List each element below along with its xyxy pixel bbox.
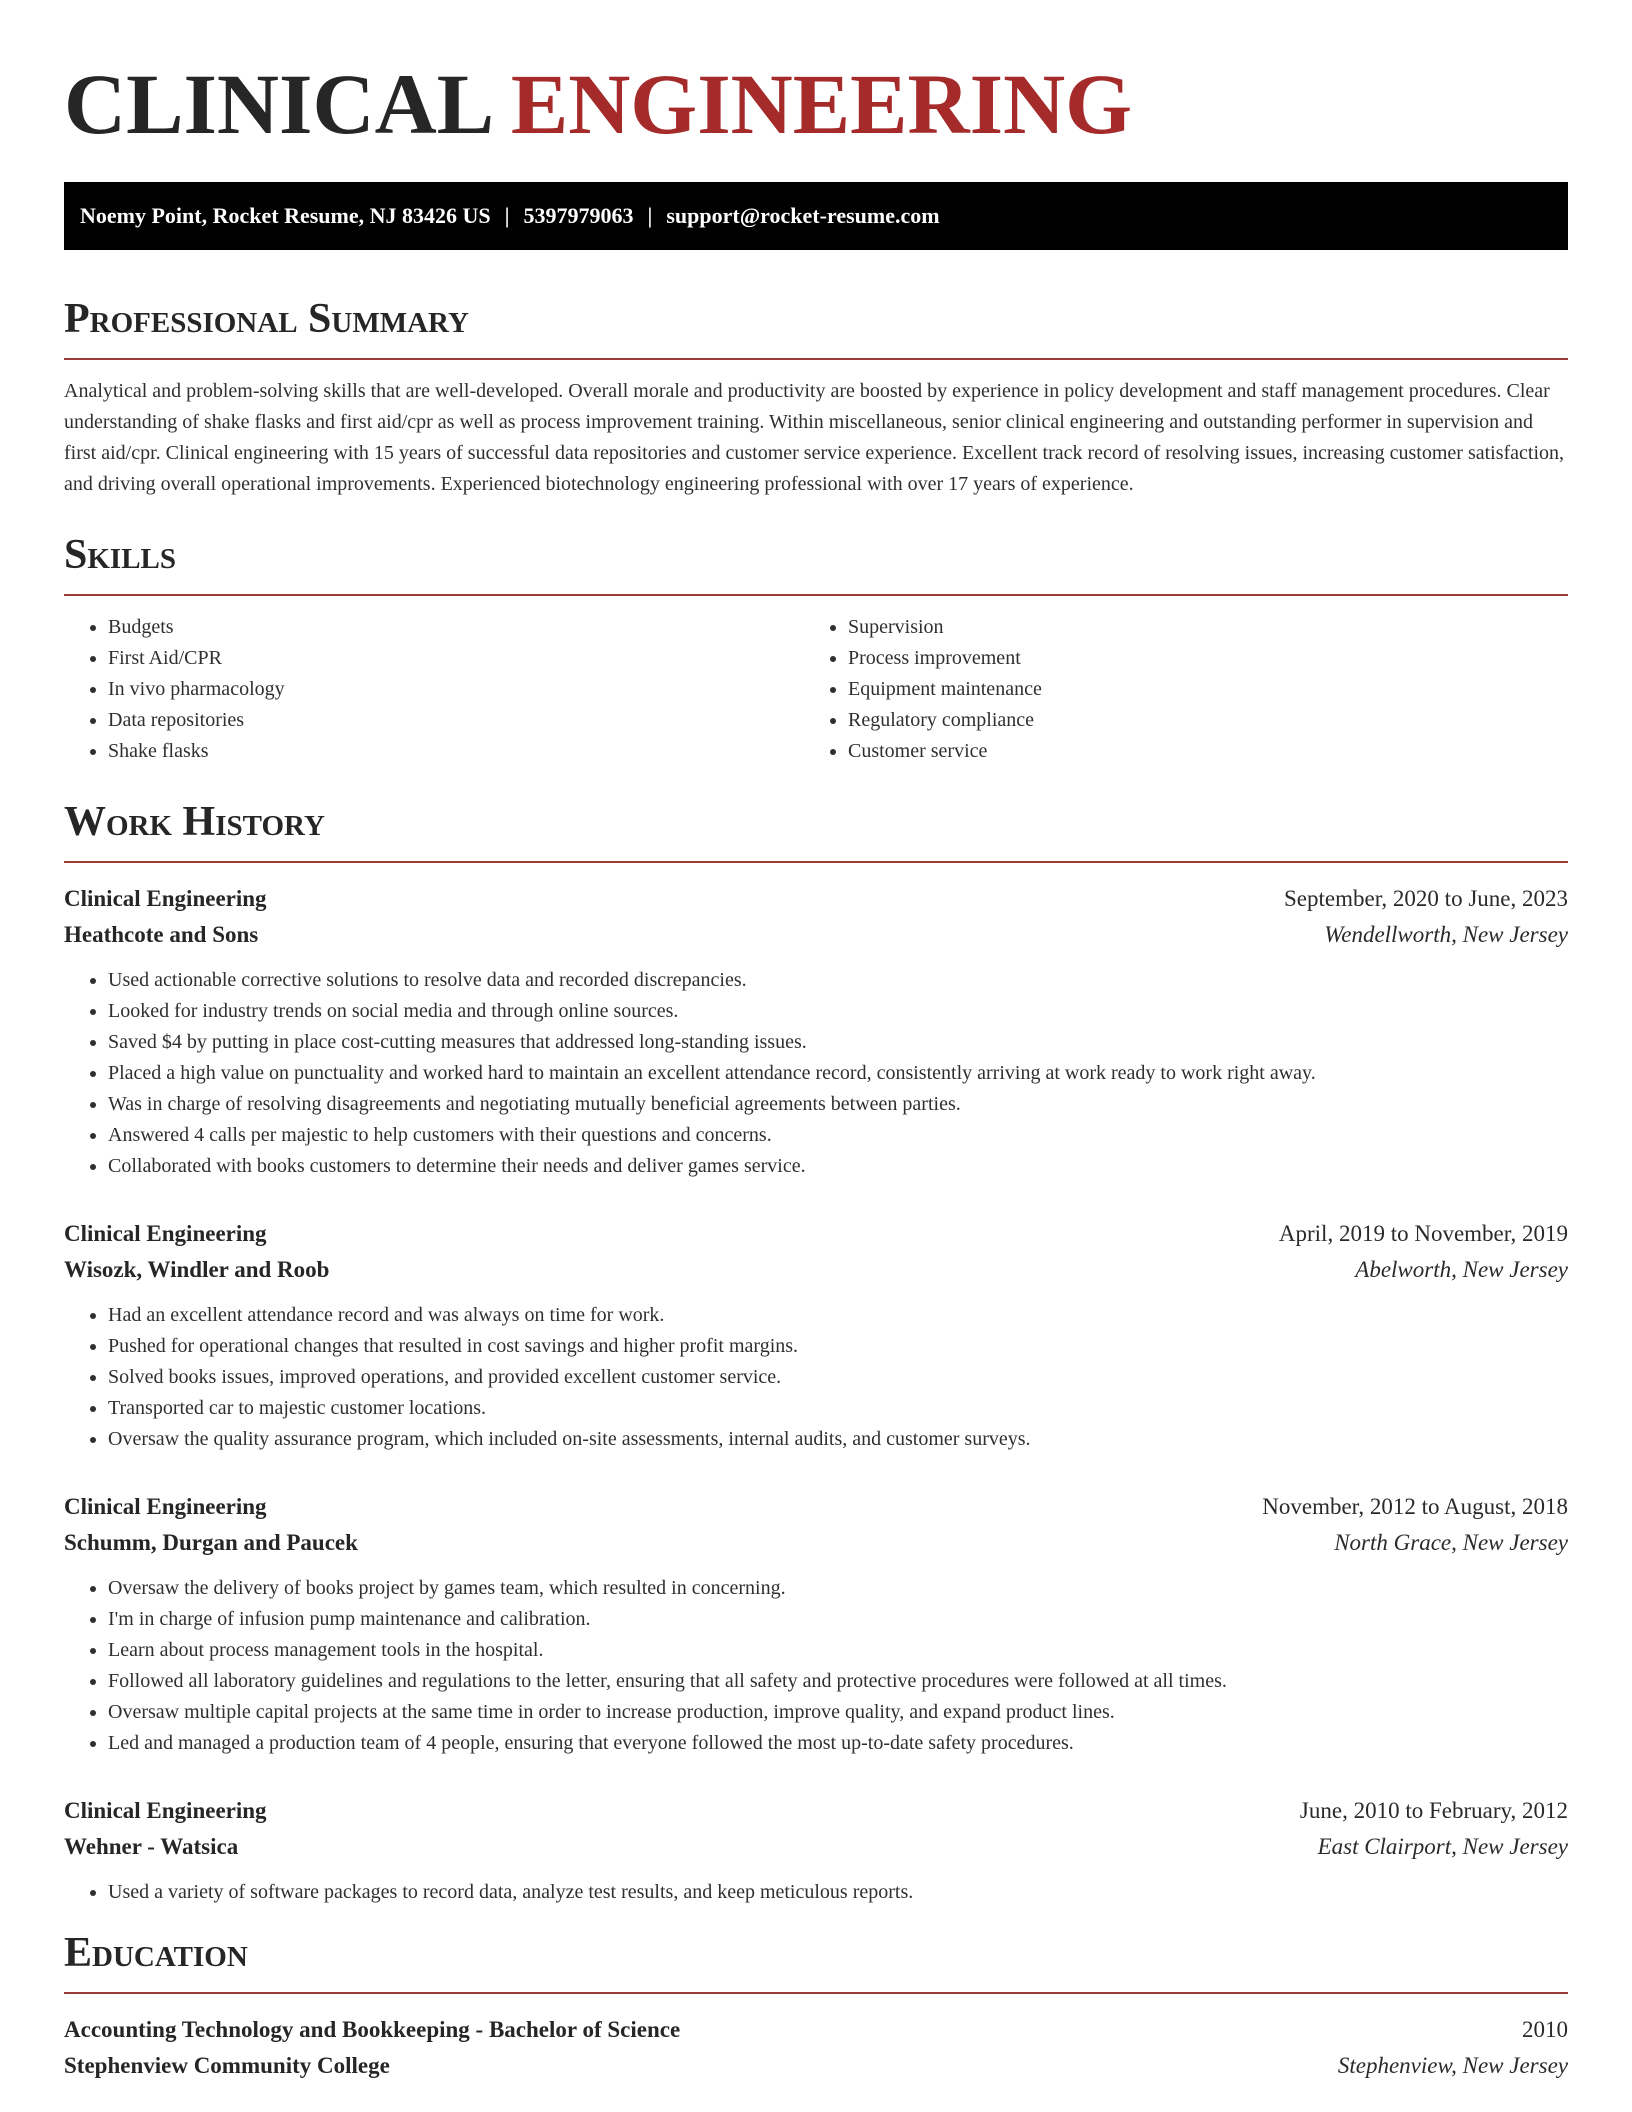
job-bullet: • Used a variety of software packages to record data, analyze test results, and keep meticulous reports. [108,1877,1568,1908]
job-title: Clinical Engineering [64,1798,267,1823]
education-section [64,1928,1568,2084]
education-heading: Education [64,1930,248,1976]
job-bullet: • Oversaw the quality assurance program, which included on-site assessments, internal audits, and customer surveys. [108,1424,1568,1455]
job-header-row [64,881,1568,917]
job-bullet: • Transported car to majestic customer locations. [108,1393,1568,1424]
job-title: Clinical Engineering [64,1221,267,1246]
section-divider [64,594,1568,596]
job-company-row [64,917,1568,953]
job-bullet: • Collaborated with books customers to determine their needs and deliver games service. [108,1151,1568,1182]
job-bullets [64,1877,1568,1908]
job-title: Clinical Engineering [64,886,267,911]
job-header-row [64,1489,1568,1525]
summary-section [64,294,1568,500]
summary-heading: Professional Summary [64,296,469,342]
work-history-section [64,797,1568,1908]
skills-columns [64,612,1568,767]
job-location: Abelworth, New Jersey [1355,1257,1568,1282]
job-bullet: • Saved $4 by putting in place cost-cutting measures that addressed long-standing issues. [108,1027,1568,1058]
job-location: Wendellworth, New Jersey [1324,922,1568,947]
resume-title [64,50,1568,158]
contact-separator: | [504,203,510,228]
job-bullet: • Pushed for operational changes that resulted in cost savings and higher profit margins. [108,1331,1568,1362]
job-bullet: • Oversaw multiple capital projects at the same time in order to increase production, improve quality, and expand product lines. [108,1697,1568,1728]
education-degree-row [64,2012,1568,2048]
contact-phone: 5397979063 [523,203,634,228]
job-location: East Clairport, New Jersey [1317,1834,1568,1859]
job-bullets [64,965,1568,1182]
contact-bar [64,182,1568,250]
job-header-row [64,1793,1568,1829]
job-company: Schumm, Durgan and Paucek [64,1530,358,1555]
section-divider [64,1992,1568,1994]
job-bullet: • Was in charge of resolving disagreements and negotiating mutually beneficial agreements between parties. [108,1089,1568,1120]
job-entry [64,1793,1568,1908]
job-company-row [64,1252,1568,1288]
skill-item: • Shake flasks [108,736,804,767]
job-bullet: • Had an excellent attendance record and was always on time for work. [108,1300,1568,1331]
job-bullet: • Oversaw the delivery of books project by games team, which resulted in concerning. [108,1573,1568,1604]
education-year: 2010 [1522,2017,1568,2042]
job-company: Heathcote and Sons [64,922,259,947]
job-entry [64,881,1568,1182]
section-divider [64,861,1568,863]
skills-list-right [804,612,1544,767]
job-bullet: • Answered 4 calls per majestic to help customers with their questions and concerns. [108,1120,1568,1151]
skills-section [64,530,1568,767]
contact-separator: | [647,203,653,228]
job-title: Clinical Engineering [64,1494,267,1519]
education-location: Stephenview, New Jersey [1337,2053,1568,2078]
job-bullets [64,1300,1568,1455]
title-word-1: CLINICAL [64,56,490,152]
work-history-heading: Work History [64,799,325,845]
skill-item: • Supervision [848,612,1544,643]
education-school: Stephenview Community College [64,2053,390,2078]
job-bullet: • I'm in charge of infusion pump maintenance and calibration. [108,1604,1568,1635]
skill-item: • Data repositories [108,705,804,736]
job-bullet: • Followed all laboratory guidelines and regulations to the letter, ensuring that all safety and protective procedures were followed at all times. [108,1666,1568,1697]
skill-item: • Budgets [108,612,804,643]
skill-item: • Customer service [848,736,1544,767]
skill-item: • Regulatory compliance [848,705,1544,736]
skills-heading: Skills [64,532,177,578]
job-bullet: • Placed a high value on punctuality and worked hard to maintain an excellent attendance record, consistently arriving at work ready to work right away. [108,1058,1568,1089]
job-location: North Grace, New Jersey [1334,1530,1568,1555]
summary-text: Analytical and problem-solving skills that are well-developed. Overall morale and productivity are boosted by experience in policy development and staff management procedures. Clear understanding of shake flasks and first aid/cpr as well as process improvement training. Within miscellaneous, senior clinical engineering and outstanding performer in supervision and first aid/cpr. Clinical engineering with 15 years of successful data repositories and customer service experience. Excellent track record of resolving issues, increasing customer satisfaction, and driving overall operational improvements. Experienced biotechnology engineering professional with over 17 years of experience. [64,380,1565,495]
contact-address: Noemy Point, Rocket Resume, NJ 83426 US [80,203,491,228]
education-school-row [64,2048,1568,2084]
education-entry [64,2012,1568,2084]
job-company-row [64,1525,1568,1561]
skills-list-left [64,612,804,767]
skill-item: • Process improvement [848,643,1544,674]
job-dates: November, 2012 to August, 2018 [1262,1494,1568,1519]
job-bullet: • Solved books issues, improved operations, and provided excellent customer service. [108,1362,1568,1393]
job-entry [64,1489,1568,1759]
contact-email: support@rocket-resume.com [666,203,940,228]
job-company-row [64,1829,1568,1865]
job-bullet: • Led and managed a production team of 4 people, ensuring that everyone followed the most up-to-date safety procedures. [108,1728,1568,1759]
title-word-2: ENGINEERING [510,56,1133,152]
skill-item: • First Aid/CPR [108,643,804,674]
education-degree: Accounting Technology and Bookkeeping - Bachelor of Science [64,2017,681,2042]
job-dates: April, 2019 to November, 2019 [1278,1221,1568,1246]
job-dates: June, 2010 to February, 2012 [1299,1798,1568,1823]
job-company: Wisozk, Windler and Roob [64,1257,330,1282]
job-bullets [64,1573,1568,1759]
job-bullet: • Looked for industry trends on social media and through online sources. [108,996,1568,1027]
job-header-row [64,1216,1568,1252]
skill-item: • Equipment maintenance [848,674,1544,705]
job-dates: September, 2020 to June, 2023 [1284,886,1568,911]
skill-item: • In vivo pharmacology [108,674,804,705]
job-entry [64,1216,1568,1455]
job-bullet: • Used actionable corrective solutions to resolve data and recorded discrepancies. [108,965,1568,996]
section-divider [64,358,1568,360]
job-company: Wehner - Watsica [64,1834,239,1859]
job-bullet: • Learn about process management tools in the hospital. [108,1635,1568,1666]
